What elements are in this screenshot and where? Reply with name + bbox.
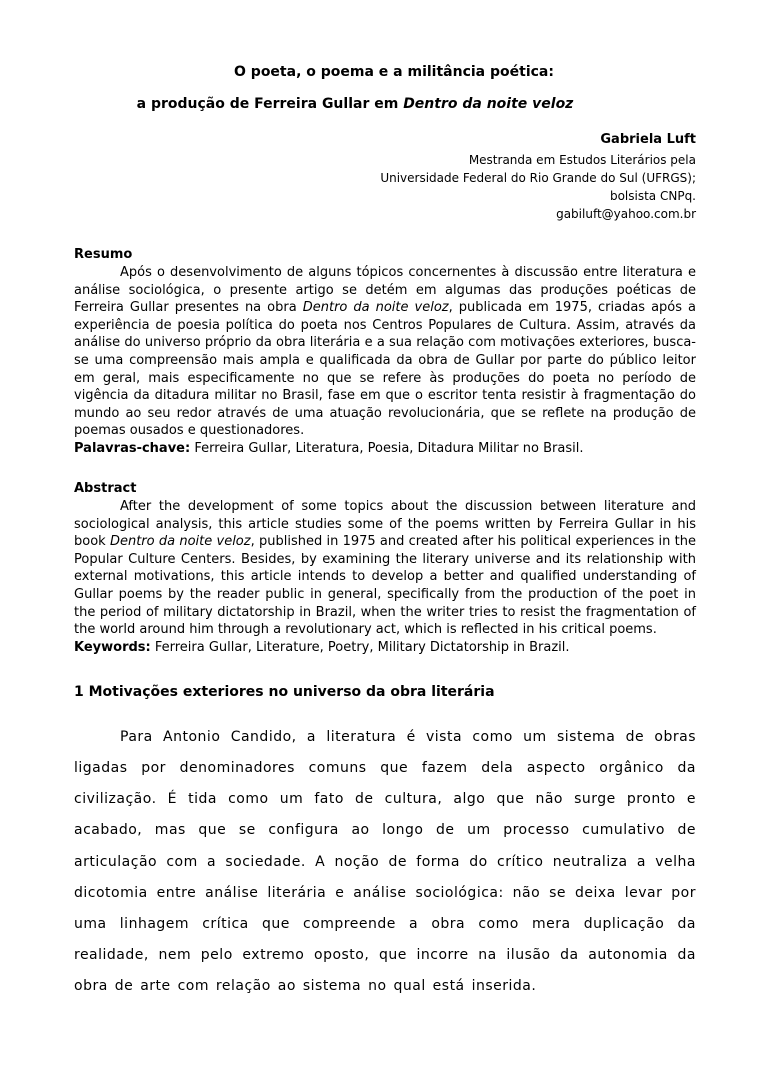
- abstract-text: [74, 498, 696, 639]
- paper-title-line2: [14, 94, 696, 114]
- abstract-keywords-label: Keywords:: [74, 639, 151, 655]
- resumo-keywords-values: Ferreira Gullar, Literatura, Poesia, Ditadura Militar no Brasil.: [190, 440, 584, 456]
- abstract-heading: Abstract: [74, 480, 137, 496]
- author-block: [74, 131, 696, 223]
- abstract-book-italic: Dentro da noite veloz: [109, 534, 251, 550]
- document-page: [74, 62, 696, 1017]
- resumo-keywords: [74, 440, 696, 458]
- paper-title-line1: O poeta, o poema e a militância poética:: [234, 64, 554, 80]
- author-affiliation-3: bolsista CNPq.: [609, 189, 696, 203]
- author-affiliation-1: Mestranda em Estudos Literários pela: [468, 153, 696, 167]
- section-1-paragraph: Para Antonio Candido, a literatura é vista como um sistema de obras ligadas por denominadores comuns que fazem dela aspecto orgânico da civilização. É tida como um fato de cultura, algo que não surge pronto e acabado, mas que se configura ao longo de um processo cumulativo de articulação com a sociedade. A noção de forma do crítico neutraliza a velha dicotomia entre análise literária e análise sociológica: não se deixa levar por uma linhagem crítica que compreende a obra como mera duplicação da realidade, nem pelo extremo oposto, que incorre na ilusão da autonomia da obra de arte com relação ao sistema no qual está inserida.: [74, 728, 696, 995]
- title-book-italic: Dentro da noite veloz: [403, 96, 574, 112]
- resumo-text: [74, 264, 696, 440]
- author-affiliation-2: Universidade Federal do Rio Grande do Sul (UFRGS);: [380, 171, 696, 185]
- resumo-text-part2: , publicada em 1975, criadas após a experiência de poesia política do poeta nos Centros Populares de Cultura. Assim, através da análise do universo próprio da obra literária e a sua relação com motivações exteriores, busca-se uma compreensão mais ampla e qualificada da obra de Gullar por parte do público leitor em geral, mais especificamente no que se refere às produções do poeta no período de vigência da ditadura militar no Brasil, fase em que o escritor tenta resistir à fragmentação do mundo ao seu redor através de uma atuação revolucionária, que se reflete na produção de poemas ousados e questionadores.: [74, 300, 697, 439]
- resumo-heading: Resumo: [74, 247, 133, 262]
- resumo-book-italic: Dentro da noite veloz: [302, 300, 449, 316]
- abstract-text-part2: , published in 1975 and created after his political experiences in the Popular Culture Centers. Besides, by examining the literary universe and its relationship with external motivations, this article intends to develop a better and qualified understanding of Gullar poems by the reader public in general, specifically from the production of the poet in the period of military dictatorship in Brazil, when the writer tries to resist the fragmentation of the world around him through a revolutionary act, which is reflected in his critical poems.: [74, 534, 696, 638]
- abstract-text-part1: After the development of some topics about the discussion between literature and sociological analysis, this article studies some of the poems written by Ferreira Gullar in his book: [74, 498, 696, 550]
- title-line2-text: a produção de Ferreira Gullar em: [136, 96, 404, 112]
- abstract-keywords: [74, 639, 696, 657]
- section-1-title: 1 Motivações exteriores no universo da obra literária: [74, 683, 495, 700]
- author-name: Gabriela Luft: [600, 132, 696, 147]
- abstract-keywords-values: Ferreira Gullar, Literature, Poetry, Military Dictatorship in Brazil.: [150, 639, 570, 655]
- resumo-text-part1: Após o desenvolvimento de alguns tópicos concernentes à discussão entre literatura e análise sociológica, o presente artigo se detém em algumas das produções poéticas de Ferreira Gullar presentes na obra: [74, 265, 696, 316]
- author-email: gabiluft@yahoo.com.br: [556, 207, 696, 221]
- resumo-keywords-label: Palavras-chave:: [74, 440, 191, 456]
